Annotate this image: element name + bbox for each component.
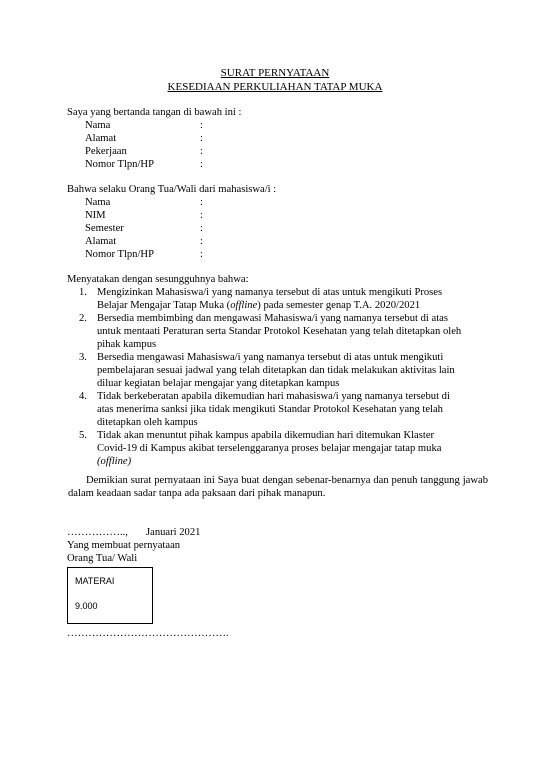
signer-label: Yang membuat pernyataan (67, 540, 181, 551)
statement-intro-text: Menyatakan dengan sesungguhnya bahwa: (67, 274, 249, 285)
statement-line: Mengizinkan Mahasiswa/i yang namanya tersebut di atas untuk mengikuti Proses (97, 287, 443, 298)
intro-text: Saya yang bertanda tangan di bawah ini : (67, 107, 242, 118)
statement-line-text: Belajar Mengajar Tatap Muka (offline) pada semester genap T.A. 2020/2021 (97, 300, 421, 311)
statement-number: 4. (79, 391, 87, 402)
student-field-semester-label: Semester (85, 223, 124, 234)
statement-item (68, 390, 488, 429)
statement-item (68, 351, 488, 390)
signer-field-address-label: Alamat (85, 133, 117, 144)
statement-number: 5. (79, 430, 87, 441)
stamp-label: MATERAI (75, 576, 115, 586)
statement-line: Tidak berkeberatan apabila dikemudian hari mahasiswa/i yang namanya tersebut di (97, 391, 450, 402)
statement-list (68, 286, 488, 468)
signer-field-address-colon: : (200, 133, 203, 144)
document-title: SURAT PERNYATAAN (220, 67, 330, 79)
statement-line: Covid-19 di Kampus akibat terselenggaranya proses belajar mengajar tatap muka (97, 443, 442, 454)
statement-line: atas menerima sanksi jika tidak mengikuti Standar Protokol Kesehatan yang telah (97, 404, 443, 415)
statement-number: 3. (79, 352, 87, 363)
statement-line: pihak kampus (97, 339, 157, 350)
student-field-phone-label: Nomor Tlpn/HP (85, 249, 154, 260)
signer-field-phone-label: Nomor Tlpn/HP (85, 159, 154, 170)
statement-line: ditetapkan oleh kampus (97, 417, 198, 428)
statement-line-italic: (offline) (97, 456, 132, 467)
statement-item (68, 286, 488, 312)
date-text: Januari 2021 (146, 527, 201, 538)
closing-paragraph: Demikian surat pernyataan ini Saya buat dengan sebenar-benarnya dan penuh tanggung jawab dalam keadaan sadar tanpa ada paksaan dari pihak manapun. (68, 475, 488, 499)
statement-number: 2. (79, 313, 87, 324)
signer-role: Orang Tua/ Wali (67, 553, 138, 564)
statement-line: Bersedia membimbing dan mengawasi Mahasiswa/i yang namanya tersebut di atas (97, 313, 448, 324)
statement-line: Bersedia mengawasi Mahasiswa/i yang namanya tersebut di atas untuk mengikuti (97, 352, 444, 363)
signer-field-name-label: Nama (85, 120, 111, 131)
stamp-box (67, 567, 153, 624)
student-field-address-label: Alamat (85, 236, 117, 247)
student-field-name-label: Nama (85, 197, 111, 208)
italic-offline-word: offline (230, 300, 258, 311)
statement-line: pembelajaran sesuai jadwal yang telah ditetapkan dan tidak melakukan aktivitas lain (97, 365, 455, 376)
signer-field-job-colon: : (200, 146, 203, 157)
student-field-phone-colon: : (200, 249, 203, 260)
statement-line-with-italic (97, 299, 488, 312)
signer-field-phone-colon: : (200, 159, 203, 170)
place-date-dots: …………….., (67, 527, 128, 538)
stamp-value: 9.000 (75, 601, 98, 611)
signature-line: ………………………………………. (67, 628, 229, 639)
student-field-nim-colon: : (200, 210, 203, 221)
student-field-name-colon: : (200, 197, 203, 208)
document-subtitle: KESEDIAAN PERKULIAHAN TATAP MUKA (167, 81, 383, 93)
statement-line: untuk mentaati Peraturan serta Standar Protokol Kesehatan yang telah ditetapkan oleh (97, 326, 462, 337)
signer-field-job-label: Pekerjaan (85, 146, 127, 157)
statement-item (68, 312, 488, 351)
statement-item (68, 429, 488, 468)
student-field-nim-label: NIM (85, 210, 106, 221)
student-field-address-colon: : (200, 236, 203, 247)
signer-field-name-colon: : (200, 120, 203, 131)
statement-line: diluar kegiatan belajar mengajar yang ditetapkan kampus (97, 378, 340, 389)
student-field-semester-colon: : (200, 223, 203, 234)
student-intro-text: Bahwa selaku Orang Tua/Wali dari mahasiswa/i : (67, 184, 277, 195)
statement-number: 1. (79, 287, 87, 298)
statement-line: Tidak akan menuntut pihak kampus apabila dikemudian hari ditemukan Klaster (97, 430, 435, 441)
